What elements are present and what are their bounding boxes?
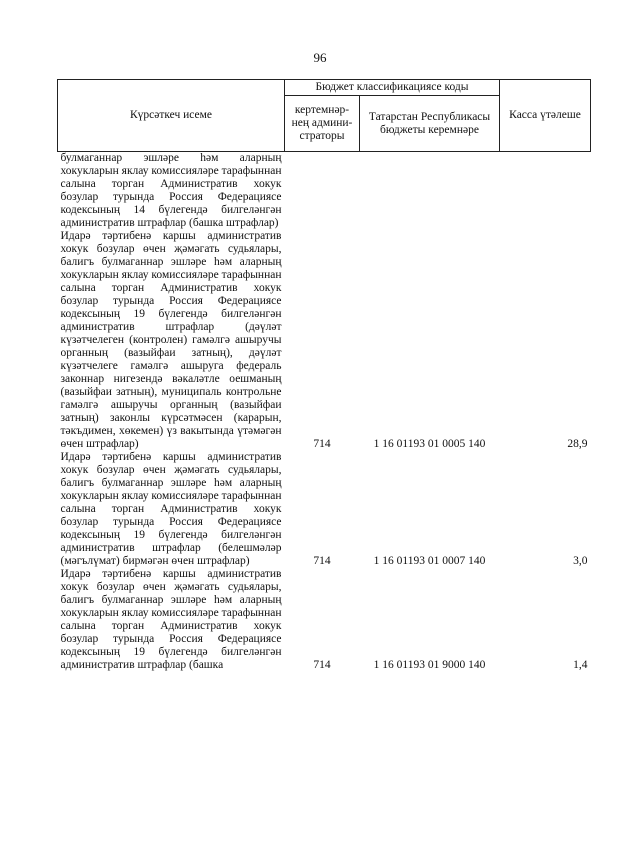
table-row <box>58 568 591 672</box>
administrator-code-cell <box>285 152 360 231</box>
header-administrators: кертемнәр-нең админи-страторы <box>285 96 360 152</box>
budget-code-cell <box>360 152 500 231</box>
header-tatarstan-budget-revenues: Татарстан Республикасы бюджеты керемнәре <box>360 96 500 152</box>
table-row <box>58 152 591 231</box>
indicator-name-cell: Идарә тәртибенә каршы административ хокук бозулар өчен җәмәгать судьялары, балигъ булмаганнар эшләре һәм аларның хокукларын яклау комиссияләре тарафыннан салына торган Административ хокук бозулар турында Россия Федерациясе кодексының 19 бүлегендә билгеләнгән административ штрафлар (башка <box>60 568 282 671</box>
budget-code-cell: 1 16 01193 01 0007 140 <box>373 555 486 567</box>
page-number: 96 <box>313 50 327 65</box>
header-indicator-name: Күрсәткеч исеме <box>58 80 285 152</box>
administrator-code-cell: 714 <box>313 659 331 671</box>
cash-execution-cell: 28,9 <box>567 438 588 450</box>
administrator-code-cell: 714 <box>313 555 331 567</box>
table-row <box>58 230 591 451</box>
header-cash-execution: Касса үтәлеше <box>500 80 591 152</box>
budget-code-cell: 1 16 01193 01 0005 140 <box>373 438 486 450</box>
budget-revenue-table <box>57 79 591 672</box>
header-budget-code-group: Бюджет классификациясе коды <box>285 80 500 96</box>
administrator-code-cell: 714 <box>313 438 331 450</box>
indicator-name-cell: Идарә тәртибенә каршы административ хокук бозулар өчен җәмәгать судьялары, балигъ булмаганнар эшләре һәм аларның хокукларын яклау комиссияләре тарафыннан салына торган Административ хокук бозулар турында Россия Федерациясе кодексының 19 бүлегендә билгеләнгән административ штрафлар (дәүләт күзәтчелеген (контролен) гамәлгә ашыручы органның (вазыйфаи затның), дәүләт күзәтчелеге гамәлгә ашыруга федераль законнар нигезендә вәкаләтле оешманың (вазыйфаи затның), муниципаль контрольне гамәлгә ашыручы органның (вазыйфаи затның) законлы күрсәтмәсен (карарын, тәкъдимен, хөкемен) үз вакытында үтәмәгән өчен штрафлар) <box>60 230 282 450</box>
indicator-name-cell: Идарә тәртибенә каршы административ хокук бозулар өчен җәмәгать судьялары, балигъ булмаганнар эшләре һәм аларның хокукларын яклау комиссияләре тарафыннан салына торган Административ хокук бозулар турында Россия Федерациясе кодексының 19 бүлегендә билгеләнгән административ штрафлар (белешмәләр (мәгълүмат) бирмәгән өчен штрафлар) <box>60 451 282 567</box>
cash-execution-cell <box>500 152 591 231</box>
table-row <box>58 451 591 568</box>
indicator-name-cell: булмаганнар эшләре һәм аларның хокукларын яклау комиссияләре тарафыннан салына торган Административ хокук бозулар турында Россия Федерациясе кодексының 14 бүлегендә билгеләнгән административ штрафлар (башка штрафлар) <box>60 152 282 229</box>
cash-execution-cell: 3,0 <box>573 555 588 567</box>
cash-execution-cell: 1,4 <box>573 659 588 671</box>
budget-code-cell: 1 16 01193 01 9000 140 <box>373 659 486 671</box>
